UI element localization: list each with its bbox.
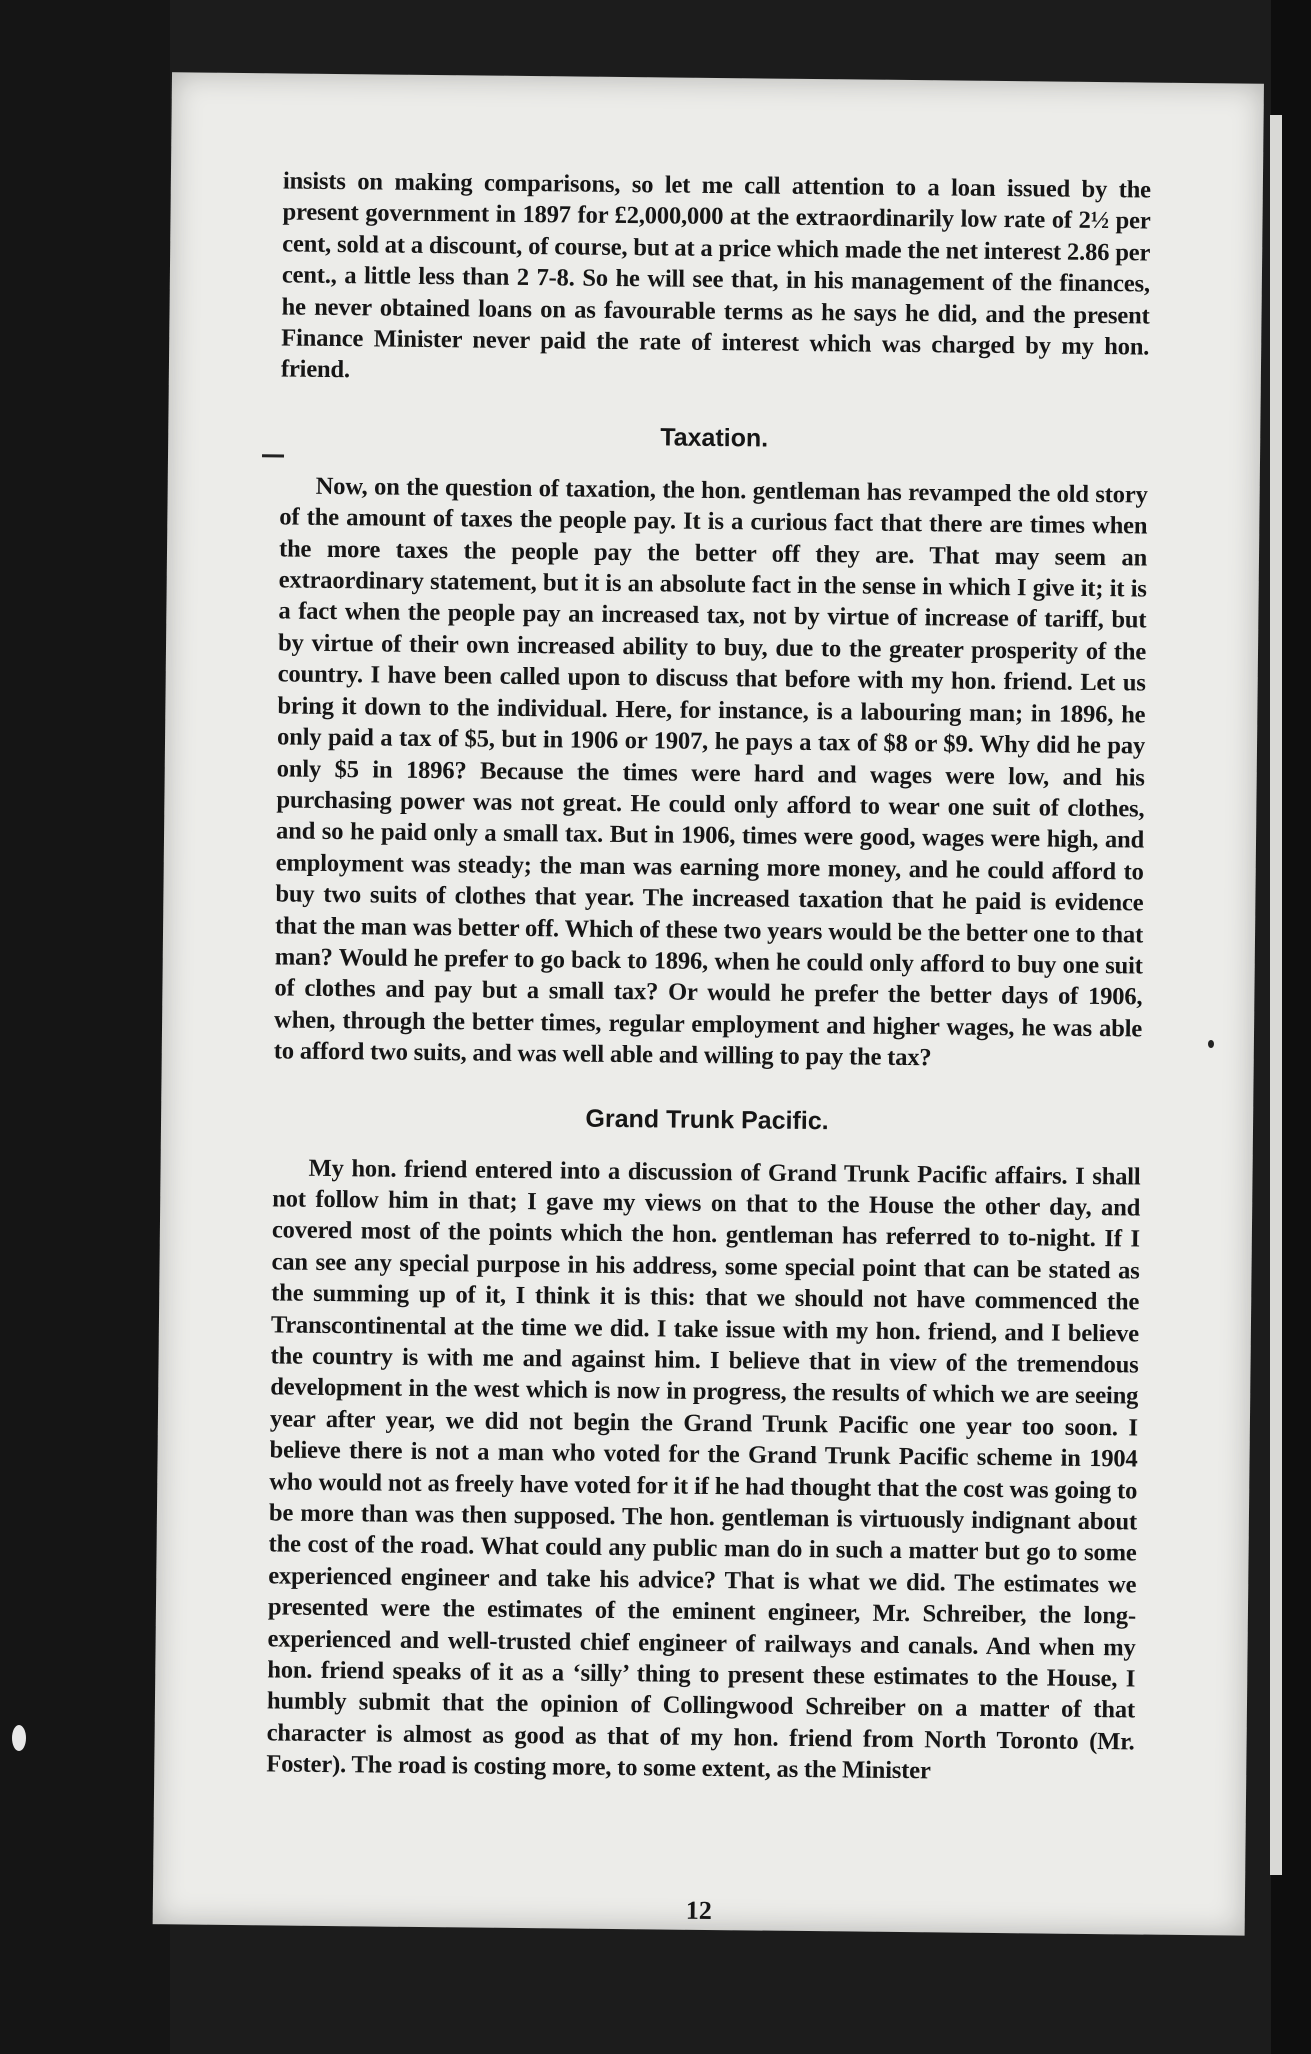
document-page — [153, 72, 1264, 1935]
adjacent-page-edge — [1270, 115, 1282, 1875]
scan-speck — [1208, 1040, 1214, 1048]
page-number: 12 — [685, 1895, 712, 1926]
scan-speck — [12, 1725, 26, 1751]
taxation-heading: Taxation. — [660, 423, 769, 453]
taxation-paragraph: Now, on the question of taxation, the hon. gentleman has revamped the old story of the amount of taxes the people pay. It is a curious fact that there are times when the more taxes the people pay the better off they are. That may seem an extraordinary statement, but it is an absolute fact in the sense in which I give it; it is a fact when the people pay an increased tax, not by virtue of increase of tariff, but by virtue of their own increased ability to buy, due to the greater prosperity of the country. I have been called upon to discuss that before with my hon. friend. Let us bring it down to the individual. Here, for instance, is a labouring man; in 1896, he only paid a tax of $5, but in 1906 or 1907, he pays a tax of $8 or $9. Why did he pay only $5 in 1896? Because the times were hard and wages were low, and his purchasing power was not great. He could only afford to wear one suit of clothes, and so he paid only a small tax. But in 1906, times were good, wages were high, and employment was steady; the man was earning more money, and he could afford to buy two suits of clothes that year. The increased taxation that he paid is evidence that the man was better off. Which of these two years would be the better one to that man? Would he prefer to go back to 1896, when he could only afford to buy one suit of clothes and pay but a small tax? Or would he prefer the better days of 1906, when, through the better times, regular employment and higher wages, he was able to afford two suits, and was well able and willing to pay the tax? — [273, 472, 1148, 1072]
page-content — [266, 165, 1151, 1926]
grand-trunk-pacific-paragraph: My hon. friend entered into a discussion of Grand Trunk Pacific affairs. I shall not follow him in that; I gave my views on that to the House the other day, and covered most of the points which the hon. gentleman has referred to to-night. If I can see any special purpose in his address, some special point that can be stated as the summing up of it, I think it is this: that we should not have commenced the Transcontinental at the time we did. I take issue with my hon. friend, and I believe the country is with me and against him. I believe that in view of the tremendous development in the west which is now in progress, the results of which we are seeing year after year, we did not begin the Grand Trunk Pacific one year too soon. I believe there is not a man who voted for the Grand Trunk Pacific scheme in 1904 who would not as freely have voted for it if he had thought that the cost was going to be more than was then supposed. The hon. gentleman is virtuously indignant about the cost of the road. What could any public man do in such a matter but go to some experienced engineer and take his advice? That is what we did. The estimates we presented were the estimates of the eminent engineer, Mr. Schreiber, the long-experienced and well-trusted chief engineer of railways and canals. And when my hon. friend speaks of it as a ‘silly’ thing to present these estimates to the House, I humbly submit that the opinion of Collingwood Schreiber on a matter of that character is almost as good as that of my hon. friend from North Toronto (Mr. Foster). The road is costing more, to some extent, as the Minister — [266, 1154, 1141, 1785]
grand-trunk-pacific-heading: Grand Trunk Pacific. — [585, 1104, 829, 1135]
intro-paragraph: insists on making comparisons, so let me call attention to a loan issued by the present government in 1897 for £2,000,000 at the extraordinarily low rate of 2½ per cent, sold at a discount, of course, but at a price which made the net interest 2.86 per cent., a little less than 2 7-8. So he will see that, in his management of the finances, he never obtained loans on as favourable terms as he says he did, and the present Finance Minister never paid the rate of interest which was charged by my hon. friend. — [280, 167, 1151, 384]
scan-border-left — [0, 0, 170, 2054]
